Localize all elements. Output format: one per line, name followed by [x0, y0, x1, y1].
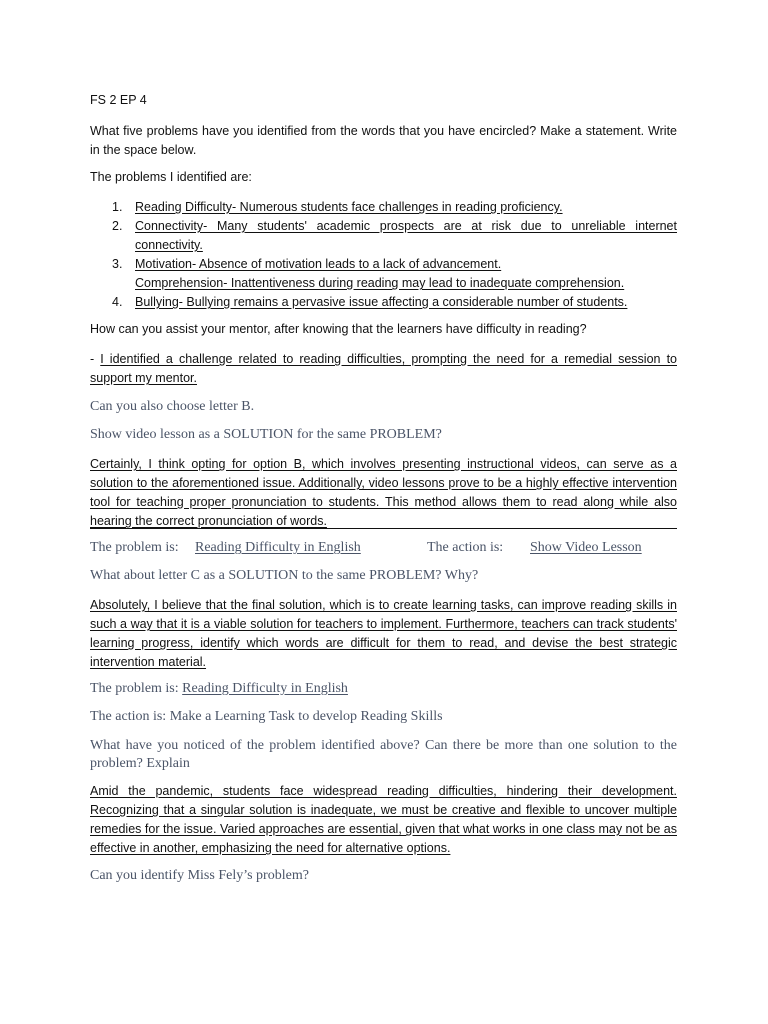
problem-text: Connectivity- Many students' academic prospects are at risk due to unreliable internet connectivity. [135, 219, 677, 252]
list-number: 3. [112, 257, 123, 271]
problem-value: Reading Difficulty in English [195, 540, 361, 555]
list-item [90, 217, 677, 255]
action-value: Show Video Lesson [530, 540, 642, 555]
answer-dash: - [90, 352, 101, 366]
action-label: The action is: [90, 709, 167, 724]
list-item [90, 255, 677, 293]
question-miss-fely: Can you identify Miss Fely’s problem? [90, 868, 309, 883]
problems-intro: The problems I identified are: [90, 170, 252, 184]
answer-text: I identified a challenge related to reading difficulties, prompting the need for a remedial session to support my mentor. [90, 352, 677, 385]
question-assist-mentor: How can you assist your mentor, after knowing that the learners have difficulty in reading? [90, 322, 587, 336]
answer-text: Amid the pandemic, students face widespread reading difficulties, hindering their development. Recognizing that a singular solution is inadequate, we must be creative and flexible to uncover multiple remedies for the issue. Varied approaches are essential, given that what works in one class may not be as effective in another, emphasizing the need for alternative options. [90, 784, 677, 855]
problem-text: Bullying- Bullying remains a pervasive issue affecting a considerable number of students. [135, 295, 628, 309]
problem-label: The problem is: [90, 681, 179, 696]
answer-underline-rule [90, 528, 677, 529]
question-more-solutions: What have you noticed of the problem identified above? Can there be more than one solution to the problem? Explain [90, 738, 677, 771]
list-number: 4. [112, 295, 123, 309]
question-five-problems: What five problems have you identified from the words that you have encircled? Make a statement. Write in the space below. [90, 124, 677, 157]
action-label: The action is: [427, 540, 504, 555]
problem-label: The problem is: [90, 540, 179, 555]
list-item [90, 293, 677, 312]
action-value-wrap [530, 540, 642, 556]
list-number: 1. [112, 200, 123, 214]
answer-more-solutions [90, 782, 677, 858]
problem-value-wrap [195, 540, 361, 556]
answer-video-lesson [90, 455, 677, 531]
problem-value: Reading Difficulty in English [182, 681, 348, 696]
list-item [90, 198, 677, 217]
problem-row-2 [90, 681, 348, 697]
question-letter-c: What about letter C as a SOLUTION to the same PROBLEM? Why? [90, 568, 479, 583]
problem-row-1 [90, 540, 179, 556]
answer-text: Certainly, I think opting for option B, which involves presenting instructional videos, can serve as a solution to the aforementioned issue. Additionally, video lessons prove to be a highly effective intervention tool for teaching proper pronunciation to students. This method allows them to read along while also hearing the correct pronunciation of words. [90, 457, 677, 528]
action-label-wrap [427, 540, 503, 556]
problems-list [90, 198, 677, 312]
problem-extra-text: Comprehension- Inattentiveness during reading may lead to inadequate comprehension. [135, 276, 625, 290]
doc-title: FS 2 EP 4 [90, 93, 147, 107]
problem-text: Motivation- Absence of motivation leads to a lack of advancement. [135, 257, 502, 271]
question-video-lesson: Show video lesson as a SOLUTION for the same PROBLEM? [90, 427, 442, 442]
action-row-2 [90, 709, 443, 725]
question-letter-b: Can you also choose letter B. [90, 399, 255, 414]
answer-assist-mentor [90, 350, 677, 388]
problem-text: Reading Difficulty- Numerous students face challenges in reading proficiency. [135, 200, 563, 214]
answer-letter-c [90, 596, 677, 672]
action-value: Make a Learning Task to develop Reading Skills [169, 709, 443, 724]
answer-text: Absolutely, I believe that the final solution, which is to create learning tasks, can improve reading skills in such a way that it is a viable solution for teachers to implement. Furthermore, teachers can track students' learning progress, identify which words are difficult for them to read, and devise the best strategic intervention material. [90, 598, 677, 669]
list-number: 2. [112, 219, 123, 233]
